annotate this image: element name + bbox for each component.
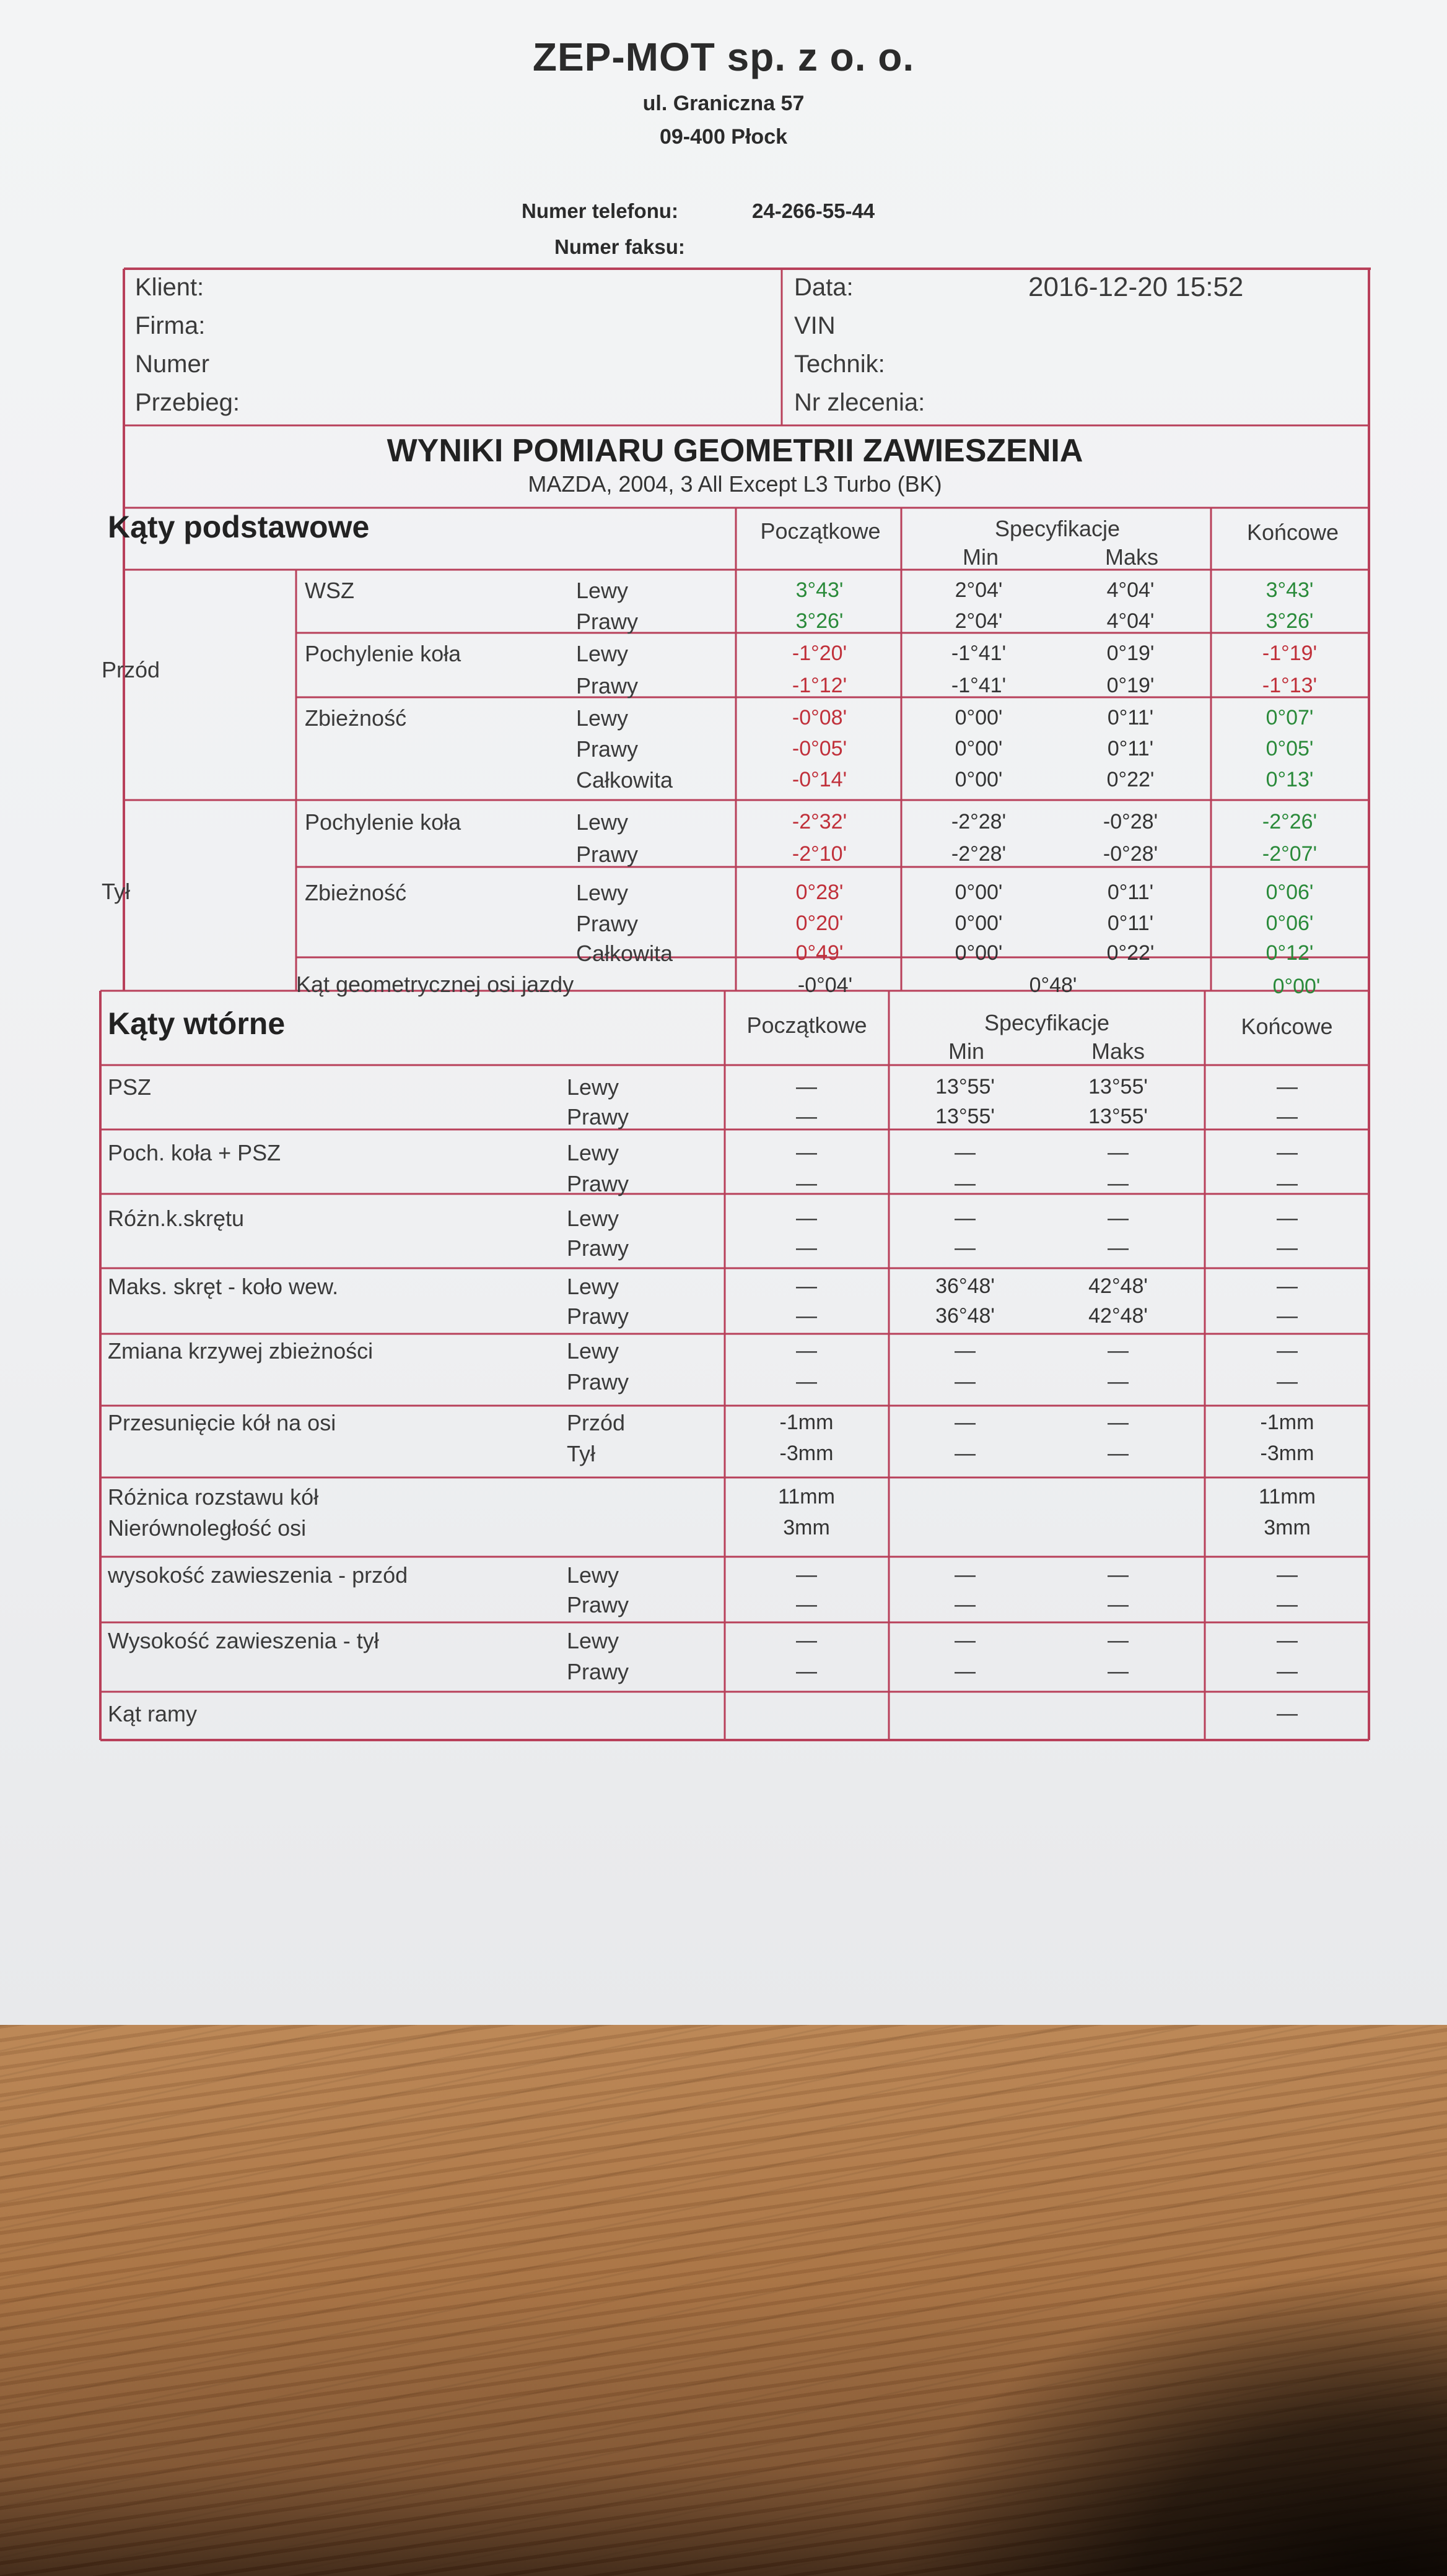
primary-min-value: -1°41' xyxy=(951,674,1007,697)
primary-max-value: 0°22' xyxy=(1106,941,1155,965)
primary-initial-value: 0°49' xyxy=(795,941,844,965)
primary-side-label: Lewy xyxy=(576,578,629,603)
phone-number: 24-266-55-44 xyxy=(752,199,875,222)
vehicle-description: MAZDA, 2004, 3 All Except L3 Turbo (BK) xyxy=(528,471,942,497)
info-date-label: Data: xyxy=(794,274,854,301)
secondary-min-value: 36°48' xyxy=(935,1304,995,1328)
thrust-angle-label: Kąt geometrycznej osi jazdy xyxy=(296,972,574,997)
secondary-initial-value: — xyxy=(796,1274,817,1298)
secondary-min-value: — xyxy=(955,1593,976,1616)
primary-col-spec: Specyfikacje xyxy=(994,516,1121,541)
primary-side-label: Lewy xyxy=(576,641,629,666)
primary-angles-heading: Kąty podstawowe xyxy=(108,510,370,544)
primary-final-value: 0°07' xyxy=(1266,706,1314,729)
secondary-min-value: — xyxy=(955,1236,976,1260)
primary-final-value: -2°26' xyxy=(1262,810,1318,833)
primary-max-value: 0°19' xyxy=(1106,642,1155,665)
primary-max-value: 0°11' xyxy=(1107,737,1154,760)
secondary-min-value: — xyxy=(955,1563,976,1586)
secondary-final-value: -3mm xyxy=(1260,1442,1314,1465)
secondary-min-value: — xyxy=(955,1172,976,1195)
primary-max-value: -0°28' xyxy=(1103,842,1158,866)
info-vin-label: VIN xyxy=(794,312,836,339)
secondary-side-label: Lewy xyxy=(567,1074,619,1100)
primary-min-value: 0°00' xyxy=(955,881,1003,904)
secondary-col-initial: Początkowe xyxy=(746,1012,867,1038)
secondary-param-label: Przesunięcie kół na osi xyxy=(108,1410,336,1435)
primary-max-value: 0°11' xyxy=(1107,881,1154,904)
secondary-max-value: 42°48' xyxy=(1088,1274,1148,1298)
primary-initial-value: -0°14' xyxy=(792,768,847,791)
primary-initial-value: -1°12' xyxy=(792,674,847,697)
primary-min-value: 0°00' xyxy=(955,941,1003,965)
primary-final-value: 3°43' xyxy=(1266,578,1314,602)
primary-min-value: 2°04' xyxy=(955,609,1003,633)
secondary-param-label: Kąt ramy xyxy=(108,1701,198,1726)
primary-side-label: Całkowita xyxy=(576,941,673,966)
desk-shadow xyxy=(890,2266,1447,2576)
primary-side-label: Prawy xyxy=(576,736,639,762)
secondary-min-value: — xyxy=(955,1629,976,1652)
secondary-final-value: -1mm xyxy=(1260,1411,1314,1434)
thrust-spec: 0°48' xyxy=(1029,973,1077,997)
secondary-final-value: — xyxy=(1277,1339,1298,1362)
primary-param-label: Pochylenie koła xyxy=(305,641,461,666)
info-client-label: Klient: xyxy=(135,274,204,301)
secondary-param-label: Zmiana krzywej zbieżności xyxy=(108,1338,374,1364)
primary-max-value: 0°11' xyxy=(1107,912,1154,935)
primary-final-value: 3°26' xyxy=(1266,609,1314,633)
secondary-final-value: 11mm xyxy=(1259,1485,1316,1508)
secondary-final-value: — xyxy=(1277,1702,1298,1725)
primary-final-value: -1°19' xyxy=(1262,642,1318,665)
secondary-initial-value: — xyxy=(796,1370,817,1393)
secondary-initial-value: — xyxy=(796,1339,817,1362)
secondary-initial-value: -3mm xyxy=(779,1442,834,1465)
secondary-param-label: wysokość zawieszenia - przód xyxy=(108,1562,408,1588)
secondary-max-value: — xyxy=(1108,1411,1129,1434)
secondary-side-label: Przód xyxy=(567,1410,626,1435)
secondary-side-label: Prawy xyxy=(567,1104,629,1129)
primary-col-max: Maks xyxy=(1104,544,1158,570)
secondary-initial-value: — xyxy=(796,1206,817,1230)
primary-initial-value: -0°05' xyxy=(792,737,847,760)
secondary-side-label: Lewy xyxy=(567,1206,619,1231)
primary-max-value: 4°04' xyxy=(1106,578,1155,602)
secondary-min-value: 13°55' xyxy=(935,1075,995,1099)
primary-side-label: Prawy xyxy=(576,673,639,698)
secondary-max-value: — xyxy=(1108,1236,1129,1260)
primary-max-value: 4°04' xyxy=(1106,609,1155,633)
rear-axle-label: Tył xyxy=(102,879,131,904)
secondary-final-value: — xyxy=(1277,1660,1298,1683)
primary-param-label: Zbieżność xyxy=(305,880,407,905)
secondary-final-value: — xyxy=(1277,1172,1298,1195)
primary-param-label: WSZ xyxy=(305,578,354,603)
primary-initial-value: -2°32' xyxy=(792,810,847,833)
info-order-label: Nr zlecenia: xyxy=(794,389,925,416)
secondary-side-label: Lewy xyxy=(567,1140,619,1165)
secondary-final-value: — xyxy=(1277,1370,1298,1393)
secondary-max-value: — xyxy=(1108,1563,1129,1586)
primary-initial-value: 0°20' xyxy=(795,912,844,935)
secondary-min-value: 36°48' xyxy=(935,1274,995,1298)
secondary-side-label: Lewy xyxy=(567,1562,619,1588)
secondary-param-label: PSZ xyxy=(108,1074,152,1100)
report-title: WYNIKI POMIARU GEOMETRII ZAWIESZENIA xyxy=(387,433,1083,469)
secondary-param-label: Różnica rozstawu kół xyxy=(108,1484,319,1510)
primary-side-label: Prawy xyxy=(576,911,639,936)
secondary-final-value: — xyxy=(1277,1629,1298,1652)
secondary-initial-value: — xyxy=(796,1660,817,1683)
secondary-angles-heading: Kąty wtórne xyxy=(108,1006,286,1041)
secondary-initial-value: 3mm xyxy=(783,1516,830,1539)
secondary-final-value: — xyxy=(1277,1141,1298,1164)
primary-col-initial: Początkowe xyxy=(760,518,881,544)
front-axle-label: Przód xyxy=(102,657,160,682)
primary-min-value: 0°00' xyxy=(955,912,1003,935)
secondary-initial-value: 11mm xyxy=(778,1485,835,1508)
secondary-initial-value: — xyxy=(796,1141,817,1164)
secondary-min-value: — xyxy=(955,1141,976,1164)
primary-min-value: 0°00' xyxy=(955,737,1003,760)
phone-label: Numer telefonu: xyxy=(522,199,679,222)
primary-max-value: 0°11' xyxy=(1107,706,1154,729)
measurement-report-table xyxy=(99,268,1371,1741)
company-city: 09-400 Płock xyxy=(659,125,788,149)
info-company-label: Firma: xyxy=(135,312,206,339)
primary-final-value: 0°12' xyxy=(1266,941,1314,965)
primary-initial-value: 3°43' xyxy=(795,578,844,602)
info-date-value: 2016-12-20 15:52 xyxy=(1028,272,1244,302)
secondary-col-final: Końcowe xyxy=(1241,1014,1333,1039)
secondary-param-label: Nierównoległość osi xyxy=(108,1515,307,1541)
primary-min-value: -2°28' xyxy=(951,842,1007,866)
secondary-initial-value: — xyxy=(796,1593,817,1616)
primary-initial-value: -2°10' xyxy=(792,842,847,866)
primary-max-value: 0°22' xyxy=(1106,768,1155,791)
primary-initial-value: -0°08' xyxy=(792,706,847,729)
secondary-max-value: — xyxy=(1108,1141,1129,1164)
primary-min-value: 0°00' xyxy=(955,706,1003,729)
secondary-initial-value: — xyxy=(796,1629,817,1652)
secondary-initial-value: — xyxy=(796,1236,817,1260)
primary-final-value: 0°06' xyxy=(1266,881,1314,904)
fax-label: Numer faksu: xyxy=(554,235,685,258)
secondary-max-value: — xyxy=(1108,1206,1129,1230)
thrust-final: 0°00' xyxy=(1272,975,1321,998)
primary-final-value: 0°05' xyxy=(1266,737,1314,760)
secondary-max-value: 42°48' xyxy=(1088,1304,1148,1328)
secondary-final-value: — xyxy=(1277,1105,1298,1128)
secondary-final-value: — xyxy=(1277,1304,1298,1328)
primary-final-value: -2°07' xyxy=(1262,842,1318,866)
secondary-max-value: 13°55' xyxy=(1088,1075,1148,1099)
primary-max-value: 0°19' xyxy=(1106,674,1155,697)
secondary-side-label: Lewy xyxy=(567,1274,619,1299)
wooden-desk xyxy=(0,2025,1447,2576)
secondary-side-label: Prawy xyxy=(567,1171,629,1196)
secondary-side-label: Prawy xyxy=(567,1303,629,1329)
secondary-final-value: — xyxy=(1277,1274,1298,1298)
secondary-initial-value: — xyxy=(796,1563,817,1586)
primary-final-value: -1°13' xyxy=(1262,674,1318,697)
primary-side-label: Prawy xyxy=(576,842,639,867)
secondary-side-label: Tył xyxy=(567,1441,596,1466)
primary-final-value: 0°13' xyxy=(1266,768,1314,791)
secondary-side-label: Prawy xyxy=(567,1235,629,1261)
info-number-label: Numer xyxy=(135,350,210,378)
secondary-param-label: Poch. koła + PSZ xyxy=(108,1140,281,1165)
secondary-min-value: — xyxy=(955,1411,976,1434)
secondary-param-label: Różn.k.skrętu xyxy=(108,1206,245,1231)
secondary-col-min: Min xyxy=(948,1038,984,1064)
primary-param-label: Zbieżność xyxy=(305,705,407,731)
secondary-side-label: Lewy xyxy=(567,1628,619,1653)
secondary-final-value: — xyxy=(1277,1593,1298,1616)
secondary-min-value: — xyxy=(955,1206,976,1230)
primary-col-final: Końcowe xyxy=(1246,520,1339,545)
secondary-final-value: — xyxy=(1277,1075,1298,1099)
primary-col-min: Min xyxy=(962,544,999,570)
secondary-max-value: — xyxy=(1108,1370,1129,1393)
primary-side-label: Prawy xyxy=(576,609,639,634)
thrust-initial: -0°04' xyxy=(797,973,853,997)
primary-min-value: -2°28' xyxy=(951,810,1007,833)
primary-initial-value: 3°26' xyxy=(795,609,844,633)
secondary-max-value: — xyxy=(1108,1629,1129,1652)
primary-side-label: Lewy xyxy=(576,705,629,731)
company-street: ul. Graniczna 57 xyxy=(642,92,805,115)
primary-min-value: -1°41' xyxy=(951,642,1007,665)
secondary-param-label: Maks. skręt - koło wew. xyxy=(108,1274,339,1299)
primary-side-label: Lewy xyxy=(576,880,629,905)
secondary-min-value: — xyxy=(955,1339,976,1362)
secondary-max-value: — xyxy=(1108,1339,1129,1362)
secondary-final-value: — xyxy=(1277,1563,1298,1586)
secondary-initial-value: — xyxy=(796,1075,817,1099)
secondary-side-label: Prawy xyxy=(567,1369,629,1395)
company-name: ZEP-MOT sp. z o. o. xyxy=(532,35,915,79)
primary-max-value: -0°28' xyxy=(1103,810,1158,833)
primary-side-label: Całkowita xyxy=(576,767,673,793)
secondary-side-label: Prawy xyxy=(567,1659,629,1684)
primary-side-label: Lewy xyxy=(576,809,629,835)
primary-initial-value: 0°28' xyxy=(795,881,844,904)
secondary-side-label: Prawy xyxy=(567,1592,629,1617)
secondary-param-label: Wysokość zawieszenia - tył xyxy=(108,1628,379,1653)
secondary-min-value: — xyxy=(955,1370,976,1393)
primary-final-value: 0°06' xyxy=(1266,912,1314,935)
info-technician-label: Technik: xyxy=(794,350,885,378)
primary-param-label: Pochylenie koła xyxy=(305,809,461,835)
secondary-final-value: — xyxy=(1277,1236,1298,1260)
secondary-final-value: — xyxy=(1277,1206,1298,1230)
secondary-initial-value: — xyxy=(796,1172,817,1195)
secondary-max-value: 13°55' xyxy=(1088,1105,1148,1128)
secondary-max-value: — xyxy=(1108,1660,1129,1683)
secondary-col-max: Maks xyxy=(1091,1038,1145,1064)
primary-min-value: 0°00' xyxy=(955,768,1003,791)
secondary-max-value: — xyxy=(1108,1442,1129,1465)
secondary-col-spec: Specyfikacje xyxy=(984,1010,1110,1035)
secondary-initial-value: — xyxy=(796,1105,817,1128)
secondary-initial-value: — xyxy=(796,1304,817,1328)
info-mileage-label: Przebieg: xyxy=(135,389,240,416)
primary-initial-value: -1°20' xyxy=(792,642,847,665)
secondary-initial-value: -1mm xyxy=(779,1411,834,1434)
secondary-final-value: 3mm xyxy=(1264,1516,1311,1539)
secondary-max-value: — xyxy=(1108,1593,1129,1616)
secondary-min-value: — xyxy=(955,1660,976,1683)
secondary-max-value: — xyxy=(1108,1172,1129,1195)
primary-min-value: 2°04' xyxy=(955,578,1003,602)
secondary-min-value: — xyxy=(955,1442,976,1465)
secondary-side-label: Lewy xyxy=(567,1338,619,1364)
secondary-min-value: 13°55' xyxy=(935,1105,995,1128)
